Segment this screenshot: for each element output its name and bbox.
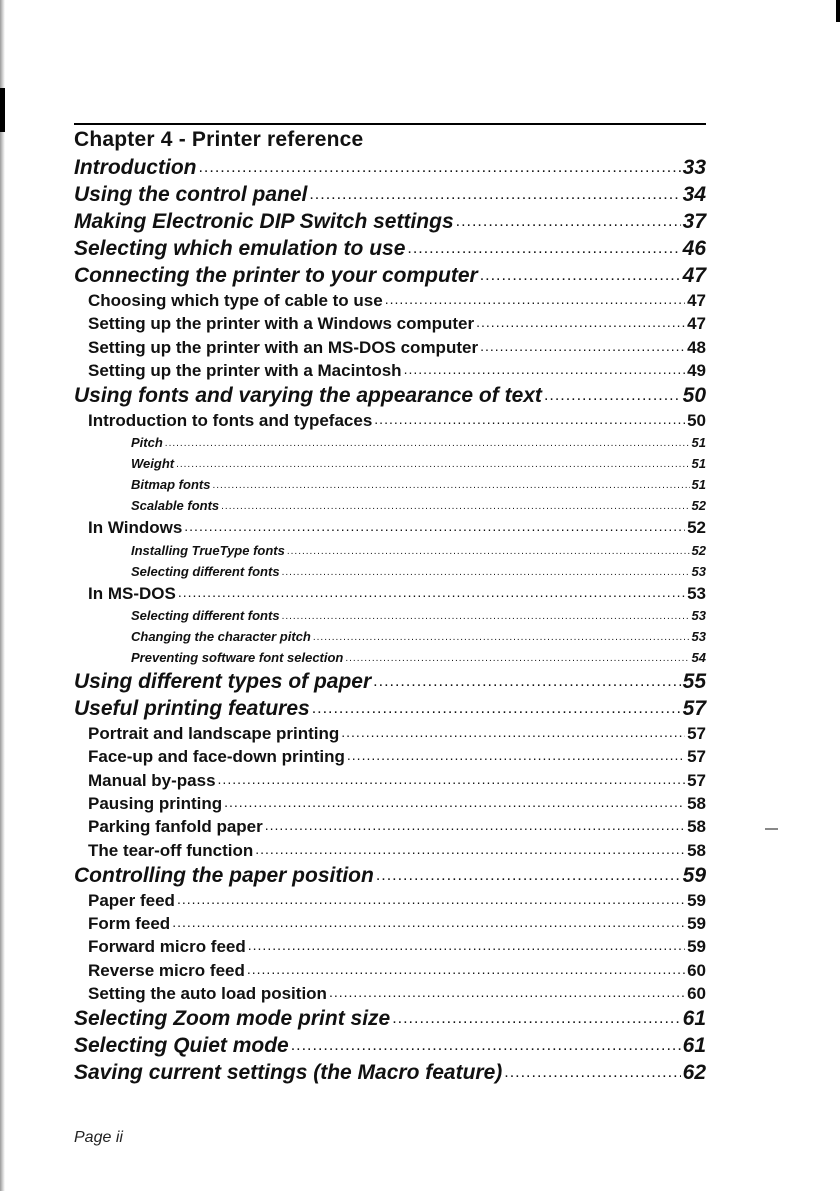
toc-entry-page: 57	[687, 770, 706, 790]
toc-entry-page: 46	[682, 237, 706, 260]
dot-leader	[165, 433, 690, 454]
dot-leader	[176, 454, 689, 475]
toc-entry[interactable]	[74, 474, 706, 495]
dot-leader	[212, 475, 689, 496]
chapter-rule	[74, 123, 706, 125]
dot-leader	[329, 981, 685, 1004]
toc-entry-title: Selecting different fonts	[131, 608, 280, 624]
dot-leader	[341, 721, 685, 744]
toc-entry-page: 57	[682, 697, 706, 721]
dot-leader	[221, 496, 689, 517]
toc-entry-page: 47	[687, 314, 706, 334]
toc-entry-page: 53	[691, 629, 706, 645]
toc-entry-page: 53	[691, 563, 706, 579]
toc-entry-page: 59	[687, 937, 706, 957]
toc-entry-title: Pausing printing	[88, 793, 223, 813]
toc-entry-title: Setting up the printer with an MS-DOS computer	[88, 337, 479, 357]
toc-entry[interactable]	[74, 722, 706, 745]
toc-entry-title: Setting up the printer with a Macintosh	[88, 360, 402, 380]
toc-entry-page: 61	[682, 1034, 706, 1058]
toc-entry-title: Setting up the printer with a Windows computer	[88, 314, 475, 334]
toc-entry-title: Selecting which emulation to use	[74, 237, 406, 260]
toc-entry[interactable]	[74, 935, 706, 958]
toc-entry-title: Using different types of paper	[74, 670, 372, 694]
toc-entry-title: Introduction to fonts and typefaces	[88, 411, 373, 431]
toc-entry-page: 62	[682, 1061, 706, 1085]
toc-entry-page: 47	[687, 291, 706, 310]
dot-leader	[373, 668, 680, 695]
toc-entry-page: 48	[687, 337, 706, 357]
toc-entry[interactable]	[74, 336, 706, 359]
toc-entry-title: Portrait and landscape printing	[88, 724, 340, 744]
toc-entry[interactable]	[74, 959, 706, 982]
toc-entry-title: Weight	[131, 456, 175, 472]
toc-entry[interactable]	[74, 605, 706, 626]
toc-entry-title: Selecting different fonts	[131, 563, 280, 579]
toc-entry-title: Parking fanfold paper	[88, 817, 263, 837]
toc-entry[interactable]	[74, 382, 706, 409]
toc-entry-title: In Windows	[88, 518, 183, 538]
toc-entry-page: 51	[691, 435, 706, 451]
toc-entry-page: 52	[691, 542, 706, 558]
dot-leader	[172, 911, 685, 934]
toc-entry-page: 59	[687, 914, 706, 934]
toc-entry[interactable]	[74, 745, 706, 768]
page-number: Page ii	[74, 1129, 123, 1146]
toc-entry[interactable]	[74, 540, 706, 561]
toc-entry[interactable]	[74, 889, 706, 912]
dot-leader	[312, 695, 681, 722]
dot-leader	[291, 1032, 681, 1059]
dot-leader	[218, 768, 686, 791]
toc-entry[interactable]	[74, 262, 706, 289]
toc-entry-page: 51	[691, 477, 706, 493]
toc-entry-page: 60	[687, 984, 706, 1004]
dot-leader	[309, 181, 680, 208]
toc-entry-page: 51	[691, 456, 706, 472]
dot-leader	[287, 541, 690, 562]
toc-entry-page: 49	[687, 360, 706, 380]
dot-leader	[404, 358, 686, 381]
dot-leader	[313, 627, 690, 648]
dot-leader	[177, 888, 685, 911]
toc-entry-title: Choosing which type of cable to use	[88, 291, 383, 310]
dot-leader	[224, 791, 685, 814]
dot-leader	[480, 335, 685, 358]
toc-entry-title: Face-up and face-down printing	[88, 747, 345, 767]
toc-entry-page: 52	[691, 498, 706, 514]
toc-entry-title: Controlling the paper position	[74, 863, 374, 887]
toc-entry-title: Manual by-pass	[88, 770, 216, 790]
toc-entry[interactable]	[74, 409, 706, 432]
toc-entry-page: 50	[682, 384, 706, 408]
toc-entry-title: Preventing software font selection	[131, 650, 344, 666]
toc-entry[interactable]	[74, 289, 706, 312]
toc-entry-page: 61	[682, 1007, 706, 1031]
toc-entry-title: In MS-DOS	[88, 583, 176, 603]
dot-leader	[265, 814, 685, 837]
dot-leader	[248, 934, 685, 957]
toc-entry-title: Introduction	[74, 156, 197, 179]
dot-leader	[255, 838, 685, 861]
scan-mark-right	[836, 0, 840, 22]
toc-entry[interactable]	[74, 359, 706, 382]
toc-entry[interactable]	[74, 1032, 706, 1059]
dot-leader	[456, 208, 681, 235]
toc-entry-title: Scalable fonts	[131, 498, 220, 514]
dot-leader	[198, 154, 680, 181]
toc-entry-page: 34	[682, 183, 706, 206]
dot-leader	[178, 581, 685, 604]
toc-entry-title: Changing the character pitch	[131, 629, 311, 645]
toc-entry[interactable]	[74, 982, 706, 1005]
toc-entry-title: Pitch	[131, 435, 163, 451]
toc-entry-page: 52	[687, 518, 706, 538]
toc-entry[interactable]	[74, 769, 706, 792]
toc-entry-page: 50	[687, 411, 706, 431]
toc-entry-page: 59	[682, 863, 706, 887]
toc-entry-title: Setting the auto load position	[88, 984, 327, 1004]
dot-leader	[480, 262, 681, 289]
toc-entry[interactable]	[74, 312, 706, 335]
toc-entry[interactable]	[74, 582, 706, 605]
dot-leader	[345, 648, 689, 669]
toc-entry-page: 33	[682, 156, 706, 179]
toc-entry-page: 60	[687, 960, 706, 980]
dot-leader	[376, 862, 681, 889]
toc-entry-page: 57	[687, 747, 706, 767]
toc-entry-page: 58	[687, 793, 706, 813]
toc-entry[interactable]	[74, 815, 706, 838]
dot-leader	[392, 1005, 680, 1032]
toc-entry-title: Saving current settings (the Macro feature)	[74, 1061, 503, 1085]
dot-leader	[385, 288, 685, 311]
toc-entry[interactable]	[74, 181, 706, 208]
dot-leader	[184, 515, 685, 538]
toc-entry-title: Using fonts and varying the appearance of text	[74, 384, 542, 408]
toc-entry-page: 58	[687, 840, 706, 860]
toc-entries	[74, 154, 706, 1086]
toc-entry-page: 54	[691, 650, 706, 666]
toc-entry[interactable]	[74, 695, 706, 722]
toc-entry-title: Form feed	[88, 914, 171, 934]
toc-entry-title: Making Electronic DIP Switch settings	[74, 210, 454, 233]
toc-entry[interactable]	[74, 516, 706, 539]
table-of-contents	[74, 126, 706, 1086]
toc-entry[interactable]	[74, 235, 706, 262]
toc-entry[interactable]	[74, 561, 706, 582]
toc-entry[interactable]	[74, 154, 706, 181]
dot-leader	[282, 606, 690, 627]
scan-dash	[765, 828, 778, 830]
toc-entry-title: Forward micro feed	[88, 937, 246, 957]
dot-leader	[407, 235, 680, 262]
toc-entry-page: 53	[691, 608, 706, 624]
toc-entry[interactable]	[74, 839, 706, 862]
toc-entry-title: The tear-off function	[88, 840, 254, 860]
chapter-heading: Chapter 4 - Printer reference	[74, 128, 364, 151]
toc-entry-page: 59	[687, 890, 706, 910]
toc-entry[interactable]	[74, 1059, 706, 1086]
toc-entry[interactable]	[74, 668, 706, 695]
dot-leader	[282, 562, 690, 583]
dot-leader	[476, 311, 685, 334]
toc-entry[interactable]	[74, 432, 706, 453]
toc-entry-title: Selecting Zoom mode print size	[74, 1007, 391, 1031]
toc-entry[interactable]	[74, 912, 706, 935]
toc-entry-title: Using the control panel	[74, 183, 308, 206]
toc-entry-page: 57	[687, 724, 706, 744]
toc-entry[interactable]	[74, 862, 706, 889]
toc-entry-title: Connecting the printer to your computer	[74, 264, 478, 287]
toc-entry-title: Installing TrueType fonts	[131, 542, 285, 558]
dot-leader	[544, 382, 681, 409]
toc-entry-page: 53	[687, 583, 706, 603]
toc-entry[interactable]	[74, 208, 706, 235]
toc-entry[interactable]	[74, 647, 706, 668]
toc-entry[interactable]	[74, 792, 706, 815]
scan-edge-shadow	[0, 0, 5, 1191]
toc-entry[interactable]	[74, 626, 706, 647]
dot-leader	[347, 744, 685, 767]
dot-leader	[247, 958, 685, 981]
toc-entry-title: Useful printing features	[74, 697, 310, 721]
toc-entry[interactable]	[74, 495, 706, 516]
toc-entry[interactable]	[74, 1005, 706, 1032]
dot-leader	[504, 1059, 680, 1086]
toc-entry-title: Selecting Quiet mode	[74, 1034, 289, 1058]
toc-entry-page: 47	[682, 264, 706, 287]
toc-entry-title: Reverse micro feed	[88, 960, 245, 980]
scan-mark-left	[0, 88, 5, 132]
toc-entry[interactable]	[74, 453, 706, 474]
dot-leader	[374, 408, 685, 431]
toc-entry-title: Paper feed	[88, 890, 175, 910]
toc-entry-title: Bitmap fonts	[131, 477, 211, 493]
toc-entry-page: 37	[682, 210, 706, 233]
toc-entry-page: 55	[682, 670, 706, 694]
toc-entry-page: 58	[687, 817, 706, 837]
